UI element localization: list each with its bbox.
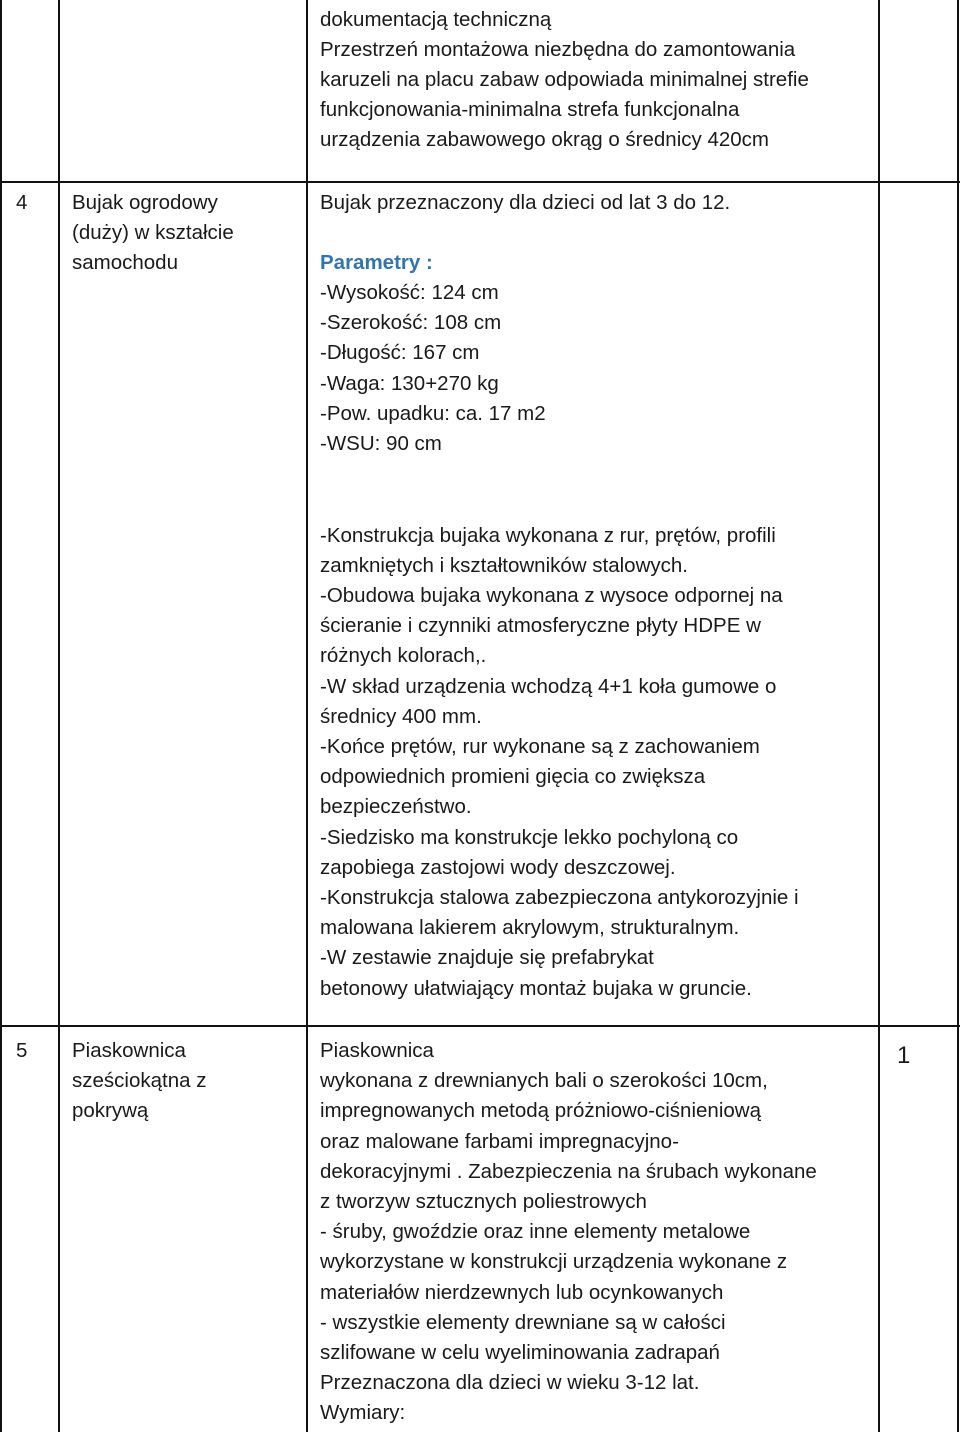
desc-line: -Obudowa bujaka wykonana z wysoce odpornej na: [320, 584, 783, 607]
item-name-line: (duży) w kształcie: [72, 221, 234, 244]
quantity-value: 1: [897, 1042, 911, 1069]
desc-line: wykorzystane w konstrukcji urządzenia wykonane z: [320, 1250, 788, 1273]
desc-line: -Siedzisko ma konstrukcje lekko pochyloną co: [320, 826, 739, 849]
text-line: karuzeli na placu zabaw odpowiada minimalnej strefie: [320, 68, 809, 91]
item-name-line: samochodu: [72, 251, 178, 274]
item-intro: Bujak przeznaczony dla dzieci od lat 3 do 12.: [320, 191, 731, 214]
table-border-right: [957, 0, 959, 1432]
desc-line: -W zestawie znajduje się prefabrykat: [320, 946, 654, 969]
desc-line: wykonana z drewnianych bali o szerokości 10cm,: [320, 1069, 768, 1092]
desc-line: ścieranie i czynniki atmosferyczne płyty HDPE w: [320, 614, 761, 637]
params-heading: Parametry :: [320, 251, 433, 274]
desc-line: zamkniętych i kształtowników stalowych.: [320, 554, 688, 577]
desc-line: różnych kolorach,.: [320, 644, 487, 667]
desc-line: Przeznaczona dla dzieci w wieku 3-12 lat.: [320, 1371, 700, 1394]
table-border-col2: [306, 0, 308, 1432]
desc-line: impregnowanych metodą próżniowo-ciśnieniową: [320, 1099, 761, 1122]
desc-line: - śruby, gwoździe oraz inne elementy metalowe: [320, 1220, 751, 1243]
desc-line: zapobiega zastojowi wody deszczowej.: [320, 856, 676, 879]
row-number: 5: [16, 1039, 28, 1062]
param-line: -Wysokość: 124 cm: [320, 281, 499, 304]
desc-line: malowana lakierem akrylowym, strukturalnym.: [320, 916, 740, 939]
desc-line: dekoracyjnymi . Zabezpieczenia na śrubach wykonane: [320, 1160, 817, 1183]
desc-line: szlifowane w celu wyeliminowania zadrapań: [320, 1341, 720, 1364]
row-divider-4: [0, 181, 960, 183]
desc-line: -Konstrukcja bujaka wykonana z rur, prętów, profili: [320, 524, 776, 547]
desc-line: średnicy 400 mm.: [320, 705, 482, 728]
desc-line: materiałów nierdzewnych lub ocynkowanych: [320, 1281, 724, 1304]
item-name-line: pokrywą: [72, 1099, 149, 1122]
param-line: -Waga: 130+270 kg: [320, 372, 499, 395]
text-line: urządzenia zabawowego okrąg o średnicy 420cm: [320, 128, 769, 151]
text-line: funkcjonowania-minimalna strefa funkcjonalna: [320, 98, 740, 121]
desc-line: betonowy ułatwiający montaż bujaka w gruncie.: [320, 977, 752, 1000]
desc-line: -Konstrukcja stalowa zabezpieczona antykorozyjnie i: [320, 886, 799, 909]
desc-line: Piaskownica: [320, 1039, 434, 1062]
text-line: Przestrzeń montażowa niezbędna do zamontowania: [320, 38, 796, 61]
desc-line: Wymiary:: [320, 1401, 406, 1424]
desc-line: bezpieczeństwo.: [320, 795, 472, 818]
text-line: dokumentacją techniczną: [320, 8, 552, 31]
table-border-left: [0, 0, 2, 1432]
desc-line: odpowiednich promieni gięcia co zwiększa: [320, 765, 706, 788]
param-line: -WSU: 90 cm: [320, 432, 442, 455]
desc-line: -Końce prętów, rur wykonane są z zachowaniem: [320, 735, 760, 758]
item-name-line: sześciokątna z: [72, 1069, 207, 1092]
desc-line: -W skład urządzenia wchodzą 4+1 koła gumowe o: [320, 675, 777, 698]
desc-line: z tworzyw sztucznych poliestrowych: [320, 1190, 647, 1213]
desc-line: oraz malowane farbami impregnacyjno-: [320, 1130, 679, 1153]
param-line: -Szerokość: 108 cm: [320, 311, 502, 334]
param-line: -Pow. upadku: ca. 17 m2: [320, 402, 546, 425]
item-name-line: Piaskownica: [72, 1039, 186, 1062]
param-line: -Długość: 167 cm: [320, 341, 480, 364]
row-divider-5: [0, 1025, 960, 1027]
table-border-col1: [58, 0, 60, 1432]
row-number: 4: [16, 191, 28, 214]
table-border-col3: [878, 0, 880, 1432]
desc-line: - wszystkie elementy drewniane są w całości: [320, 1311, 726, 1334]
item-name-line: Bujak ogrodowy: [72, 191, 218, 214]
